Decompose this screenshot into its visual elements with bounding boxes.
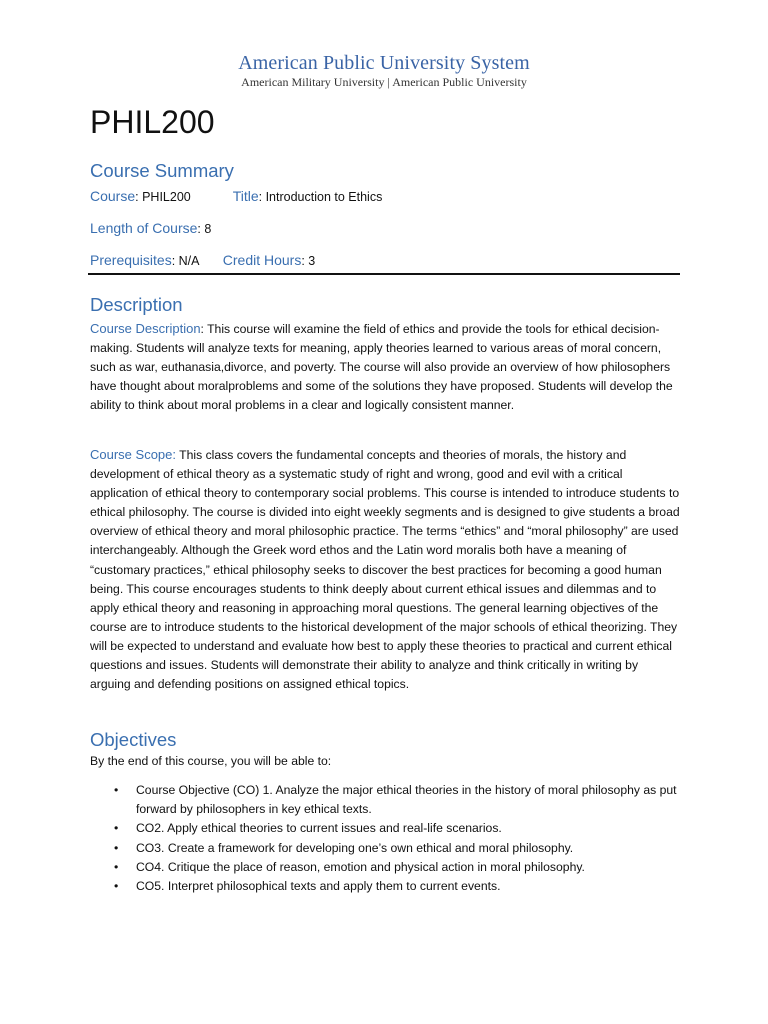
title-value: : Introduction to Ethics — [258, 190, 383, 204]
objective-text: CO4. Critique the place of reason, emotion and physical action in moral philosophy. — [136, 859, 585, 874]
course-title-row — [90, 187, 382, 206]
bullet-icon: • — [114, 859, 119, 874]
bullet-icon: • — [114, 783, 119, 797]
credit-hours-label: Credit Hours — [222, 252, 302, 268]
length-row — [90, 219, 211, 238]
course-scope-text: This class covers the fundamental concepts and theories of morals, the history and development of ethical theory as a systematic study of right and wrong, good and evil with a critical application of ethical theory to contemporary social problems. This course is intended to introduce students to ethical philosophy. The course is divided into eight weekly segments and is designed to give students a broad overview of ethical theory and moral philosophic practice. The terms “ethics” and “moral philosophy” are used interchangeably. Although the Greek word ethos and the Latin word moralis both have a meaning of “customary practices,” ethical philosophy seeks to discover the best practices for becoming a good human being. This course encourages students to think deeply about current ethical issues and dilemmas and to apply ethical theory and reasoning in approaching moral questions. The general learning objectives of the course are to introduce students to the historical development of the major schools of ethical theorizing. They will be expected to understand and evaluate how best to apply these theories to practical and current ethical questions and issues. Students will demonstrate their ability to analyze and think critically in writing by arguing and defending positions on assigned ethical topics. — [90, 448, 680, 692]
objective-item — [90, 819, 690, 838]
university-header — [0, 52, 768, 89]
objective-item — [90, 877, 690, 896]
prerequisites-value: : N/A — [171, 254, 199, 268]
objectives-heading: Objectives — [90, 729, 177, 750]
course-summary-heading: Course Summary — [90, 160, 234, 181]
course-description-label: Course Description — [90, 321, 201, 336]
course-value: : PHIL200 — [135, 190, 191, 204]
objective-text: Course Objective (CO) 1. Analyze the major ethical theories in the history of moral philosophy as put forward by philosophers in key ethical texts. — [136, 783, 677, 817]
objectives-list — [90, 781, 690, 896]
title-label: Title — [232, 188, 259, 204]
length-value: : 8 — [197, 222, 212, 236]
objective-text: CO5. Interpret philosophical texts and apply them to current events. — [136, 879, 501, 894]
course-label: Course — [90, 188, 136, 204]
section-divider — [88, 273, 680, 275]
course-scope-label: Course Scope: — [90, 447, 176, 462]
document-title: PHIL200 — [90, 104, 215, 140]
length-label: Length of Course — [90, 220, 198, 236]
university-name: American Public University System — [238, 52, 530, 74]
objective-item — [90, 839, 690, 858]
objective-item — [90, 781, 690, 819]
credit-hours-value: : 3 — [301, 254, 316, 268]
bullet-icon: • — [114, 821, 119, 836]
bullet-icon: • — [114, 879, 119, 894]
objective-text: CO3. Create a framework for developing one’s own ethical and moral philosophy. — [136, 840, 574, 855]
objectives-intro: By the end of this course, you will be able to: — [90, 754, 332, 768]
prereq-credit-row — [90, 251, 315, 270]
description-heading: Description — [90, 294, 183, 315]
university-subtitle: American Military University | American Public University — [241, 75, 527, 89]
objective-item — [90, 858, 690, 877]
course-scope — [90, 445, 680, 694]
objective-text: CO2. Apply ethical theories to current issues and real-life scenarios. — [136, 821, 502, 836]
bullet-icon: • — [114, 840, 119, 855]
course-description — [90, 319, 680, 415]
course-description-text: : This course will examine the field of ethics and provide the tools for ethical decision-making. Students will analyze texts for meaning, apply theories learned to various areas of moral concern, such as war, euthanasia,divorce, and poverty. The course will also provide an overview of how philosophers have thought about moralproblems and some of the solutions they have proposed. Students will develop the ability to think about moral problems in a clear and logically consistent manner. — [90, 322, 673, 413]
prerequisites-label: Prerequisites — [90, 252, 172, 268]
